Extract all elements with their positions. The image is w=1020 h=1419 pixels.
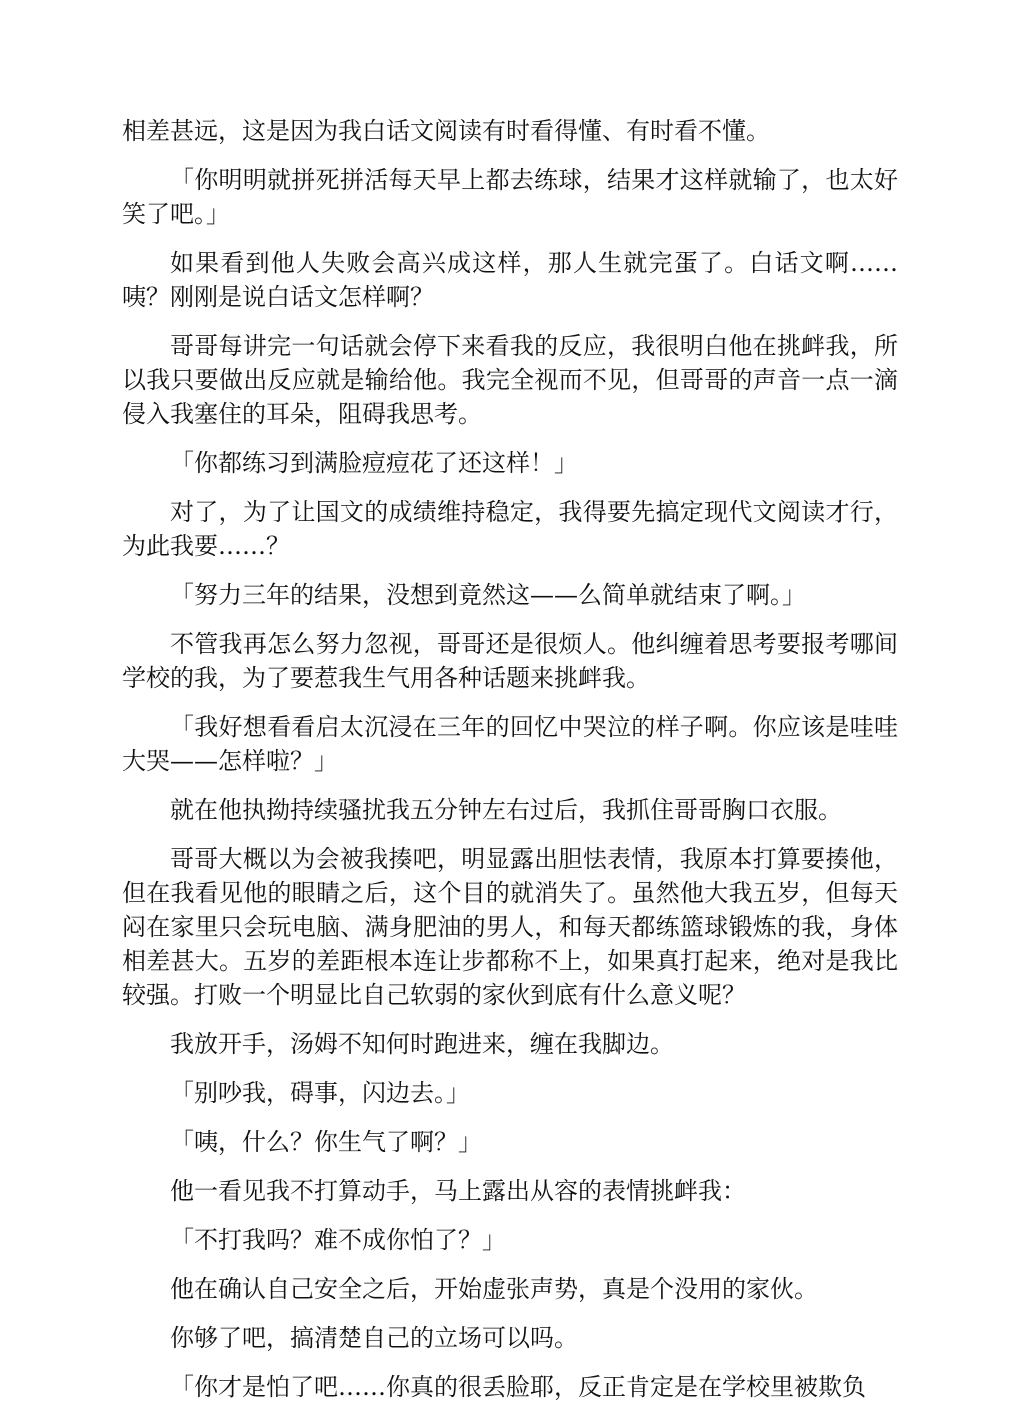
paragraph: 「咦，什么？你生气了啊？」 <box>170 1128 482 1156</box>
paragraph: 「别吵我，碍事，闪边去。」 <box>170 1079 470 1107</box>
paragraph: 对了，为了让国文的成绩维持稳定，我得要先搞定现代文阅读才行，为此我要……？ <box>122 498 898 560</box>
paragraph: 相差甚远，这是因为我白话文阅读有时看得懂、有时看不懂。 <box>122 117 770 145</box>
paragraph: 「我好想看看启太沉浸在三年的回忆中哭泣的样子啊。你应该是哇哇大哭——怎样啦？」 <box>122 713 898 775</box>
paragraph: 「你才是怕了吧……你真的很丢脸耶，反正肯定是在学校里被欺负 <box>170 1373 866 1401</box>
paragraph: 我放开手，汤姆不知何时跑进来，缠在我脚边。 <box>170 1030 674 1058</box>
paragraph: 你够了吧，搞清楚自己的立场可以吗。 <box>170 1324 578 1352</box>
paragraph: 他一看见我不打算动手，马上露出从容的表情挑衅我： <box>170 1177 746 1205</box>
paragraph: 「努力三年的结果，没想到竟然这——么简单就结束了啊。」 <box>170 581 806 609</box>
paragraph: 如果看到他人失败会高兴成这样，那人生就完蛋了。白话文啊……咦？刚刚是说白话文怎样啊？ <box>122 249 898 311</box>
paragraph: 他在确认自己安全之后，开始虚张声势，真是个没用的家伙。 <box>170 1275 818 1303</box>
paragraph: 「你都练习到满脸痘痘花了还这样！」 <box>170 449 578 477</box>
paragraph: 不管我再怎么努力忽视，哥哥还是很烦人。他纠缠着思考要报考哪间学校的我，为了要惹我生气用各种话题来挑衅我。 <box>122 630 898 692</box>
paragraph: 「你明明就拼死拼活每天早上都去练球，结果才这样就输了，也太好笑了吧。」 <box>122 166 898 228</box>
paragraph: 就在他执拗持续骚扰我五分钟左右过后，我抓住哥哥胸口衣服。 <box>170 796 842 824</box>
body-text <box>122 114 898 1419</box>
paragraph: 「不打我吗？难不成你怕了？」 <box>170 1226 506 1254</box>
paragraph: 哥哥每讲完一句话就会停下来看我的反应，我很明白他在挑衅我，所以我只要做出反应就是输给他。我完全视而不见，但哥哥的声音一点一滴侵入我塞住的耳朵，阻碍我思考。 <box>122 332 898 428</box>
paragraph: 哥哥大概以为会被我揍吧，明显露出胆怯表情，我原本打算要揍他，但在我看见他的眼睛之后，这个目的就消失了。虽然他大我五岁，但每天闷在家里只会玩电脑、满身肥油的男人，和每天都练篮球锻炼的我，身体相差甚大。五岁的差距根本连让步都称不上，如果真打起来，绝对是我比较强。打败一个明显比自己软弱的家伙到底有什么意义呢？ <box>122 845 898 1009</box>
